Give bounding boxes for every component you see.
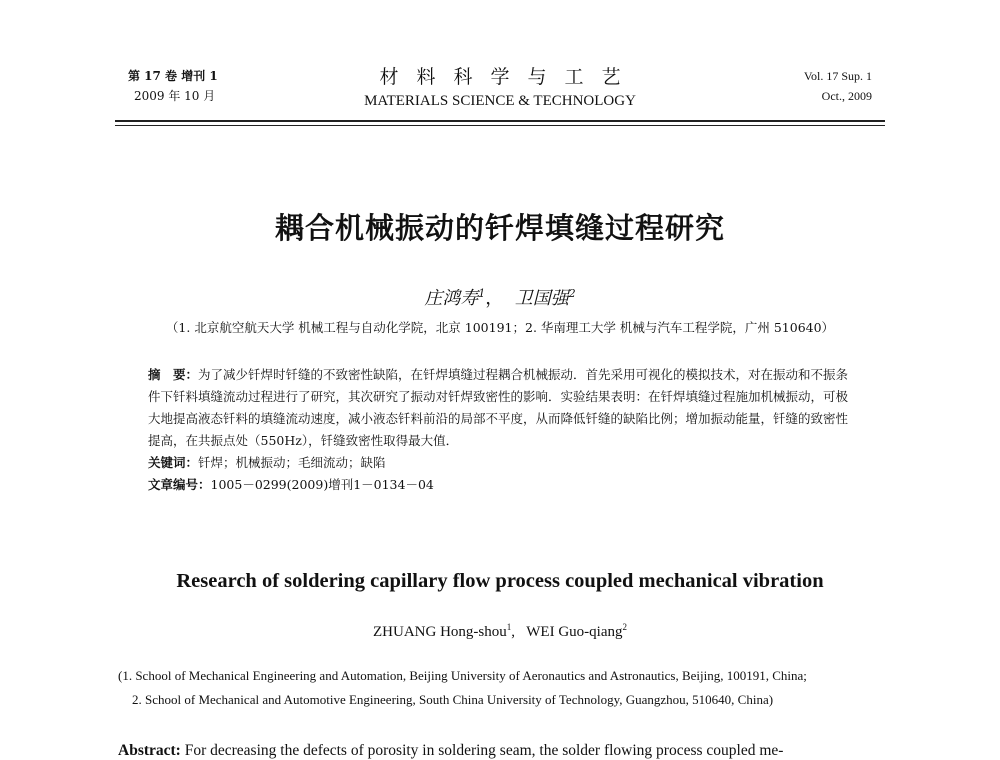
authors-en: ZHUANG Hong-shou$^1$, WEI Guo-qiang$^2$ bbox=[373, 622, 627, 640]
journal-name-en: MATERIALS SCIENCE & TECHNOLOGY bbox=[364, 93, 636, 109]
author-name: 卫国强 bbox=[514, 288, 569, 309]
volume-issue-cn: 第 17 卷 增刊 1 bbox=[128, 69, 218, 83]
date-en: Oct., 2009 bbox=[821, 89, 872, 103]
author-name: WEI Guo-qiang bbox=[526, 624, 623, 640]
date-cn: 2009 年 10 月 bbox=[134, 89, 216, 103]
affiliation-en bbox=[118, 664, 888, 712]
journal-name-cn: 材料科学与工艺 bbox=[379, 66, 639, 88]
header-rule-thin bbox=[115, 125, 885, 126]
abstract-label-en: Abstract: bbox=[118, 742, 181, 759]
authors-cn: 庄鸿寿$^1$， 卫国强$^2$ bbox=[424, 287, 576, 309]
header-right bbox=[804, 66, 872, 106]
author-name: ZHUANG Hong-shou bbox=[373, 624, 507, 640]
author-affil-mark: 1 bbox=[478, 287, 486, 300]
author-affil-mark: 2 bbox=[568, 287, 576, 300]
abstract-en bbox=[118, 742, 888, 760]
article-number: 1005－0299(2009)增刊1－0134－04 bbox=[210, 477, 434, 492]
abstract-cn bbox=[148, 364, 860, 496]
affiliation-cn: （1. 北京航空航天大学 机械工程与自动化学院，北京 100191；2. 华南理工大学 机械与汽车工程学院，广州 510640） bbox=[165, 320, 835, 335]
abstract-text-en: For decreasing the defects of porosity in soldering seam, the solder flowing process coupled me- bbox=[184, 742, 784, 759]
author-affil-mark: 1 bbox=[506, 622, 512, 632]
author-affil-mark: 2 bbox=[622, 622, 627, 632]
article-number-label: 文章编号： bbox=[148, 477, 211, 492]
volume-issue-en: Vol. 17 Sup. 1 bbox=[803, 69, 872, 83]
keywords-cn: 钎焊；机械振动；毛细流动；缺陷 bbox=[198, 455, 386, 470]
author-name: 庄鸿寿 bbox=[424, 288, 479, 309]
paper-title-en: Research of soldering capillary flow process coupled mechanical vibration bbox=[176, 570, 824, 592]
affiliation-en-line-2: 2. School of Mechanical and Automotive Engineering, South China University of Technology, Guangzhou, 510640, China) bbox=[132, 692, 774, 707]
header-rule-thick bbox=[115, 120, 885, 122]
affiliation-en-line-1: (1. School of Mechanical Engineering and Automation, Beijing University of Aeronautics and Astronautics, Beijing, 100191, China; bbox=[118, 668, 807, 683]
keywords-label-cn: 关键词： bbox=[148, 455, 199, 470]
abstract-text-cn: 为了减少钎焊时钎缝的不致密性缺陷，在钎焊填缝过程耦合机械振动．首先采用可视化的模拟技术，对在振动和不振条件下钎料填缝流动过程进行了研究，其次研究了振动对钎焊致密性的影响．实验结果表明：在钎焊填缝过程施加机械振动，可极大地提高液态钎料的填缝流动速度，减小液态钎料前沿的局部不平度，从而降低钎缝的缺陷比例；增加振动能量，钎缝的致密性提高，在共振点处（550Hz），钎缝致密性取得最大值． bbox=[148, 367, 849, 448]
abstract-label-cn: 摘 要： bbox=[148, 367, 199, 382]
paper-title-cn: 耦合机械振动的钎焊填缝过程研究 bbox=[274, 211, 725, 245]
